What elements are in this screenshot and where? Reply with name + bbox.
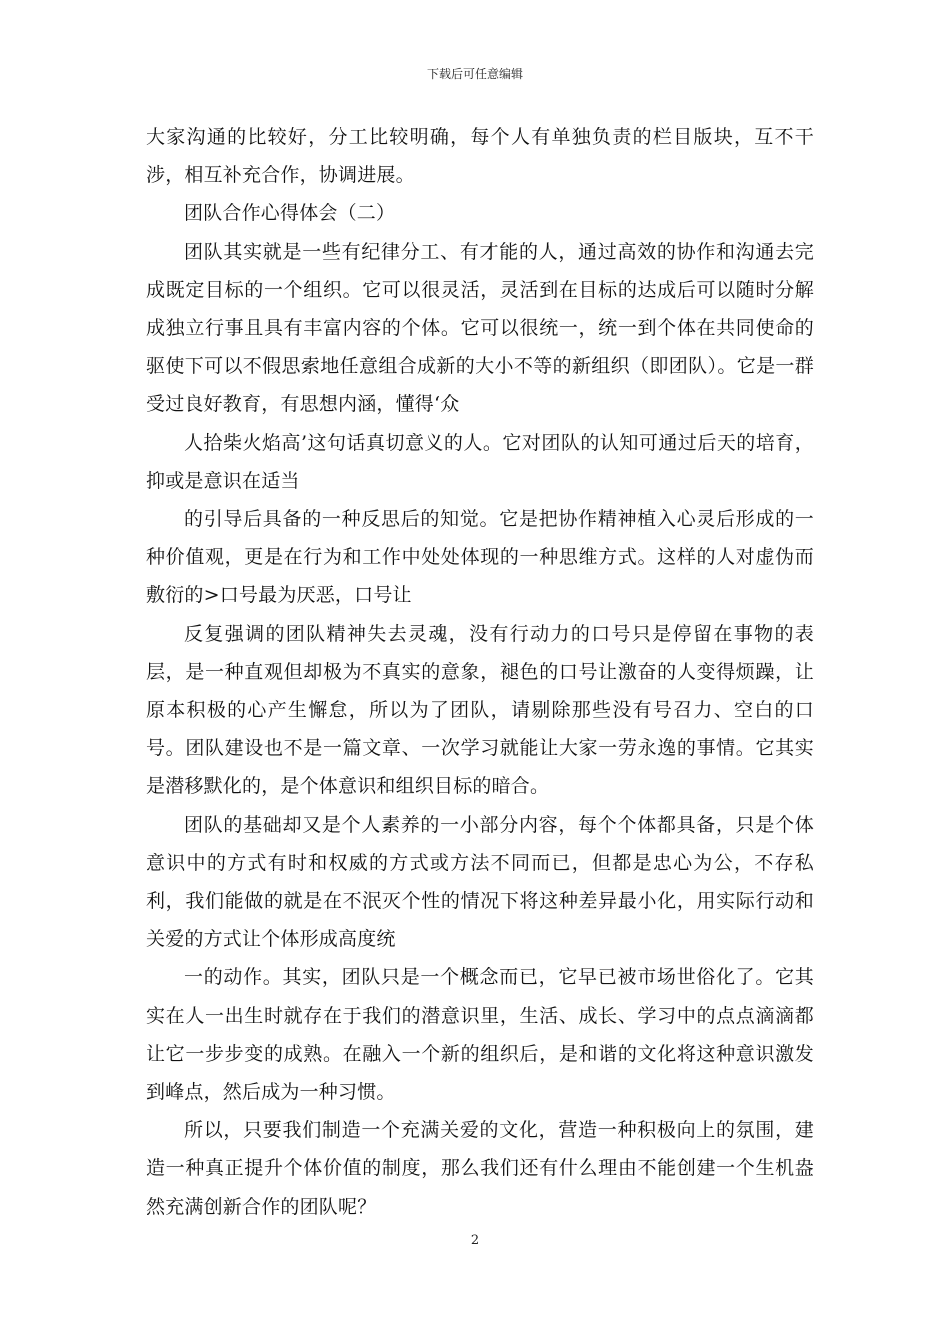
paragraph: 团队的基础却又是个人素养的一小部分内容，每个个体都具备，只是个体意识中的方式有时和权威的方式或方法不同而已，但都是忠心为公，不存私利，我们能做的就是在不泯灭个性的情况下将这种差异最小化，用实际行动和关爱的方式让个体形成高度统 — [146, 813, 814, 951]
paragraph: 人拾柴火焰高’这句话真切意义的人。它对团队的认知可通过后天的培育，抑或是意识在适当 — [146, 431, 814, 492]
paragraph: 团队其实就是一些有纪律分工、有才能的人，通过高效的协作和沟通去完成既定目标的一个组织。它可以很灵活，灵活到在目标的达成后可以随时分解成独立行事且具有丰富内容的个体。它可以很统一，统一到个体在共同使命的驱使下可以不假思索地任意组合成新的大小不等的新组织（即团队）。它是一群受过良好教育，有思想内涵，懂得‘众 — [146, 240, 814, 416]
section-heading: 团队合作心得体会（二） — [184, 202, 396, 225]
document-body — [146, 118, 814, 1226]
page-header: 下载后可任意编辑 — [426, 67, 523, 81]
paragraph-continuation: 大家沟通的比较好，分工比较明确，每个人有单独负责的栏目版块，互不干涉，相互补充合作，协调进展。 — [146, 126, 814, 187]
page-number: 2 — [470, 1233, 480, 1248]
paragraph: 的引导后具备的一种反思后的知觉。它是把协作精神植入心灵后形成的一种价值观，更是在行为和工作中处处体现的一种思维方式。这样的人对虚伪而敷衍的>口号最为厌恶，口号让 — [146, 508, 814, 607]
paragraph: 一的动作。其实，团队只是一个概念而已，它早已被市场世俗化了。它其实在人一出生时就存在于我们的潜意识里，生活、成长、学习中的点点滴滴都让它一步步变的成熟。在融入一个新的组织后，是和谐的文化将这种意识激发到峰点，然后成为一种习惯。 — [146, 966, 814, 1104]
paragraph: 所以，只要我们制造一个充满关爱的文化，营造一种积极向上的氛围，建造一种真正提升个体价值的制度，那么我们还有什么理由不能创建一个生机盎然充满创新合作的团队呢？ — [146, 1119, 814, 1218]
paragraph: 反复强调的团队精神失去灵魂，没有行动力的口号只是停留在事物的表层，是一种直观但却极为不真实的意象，褪色的口号让激奋的人变得烦躁，让原本积极的心产生懈怠，所以为了团队，请剔除那些没有号召力、空白的口号。团队建设也不是一篇文章、一次学习就能让大家一劳永逸的事情。它其实是潜移默化的，是个体意识和组织目标的暗合。 — [146, 622, 814, 798]
